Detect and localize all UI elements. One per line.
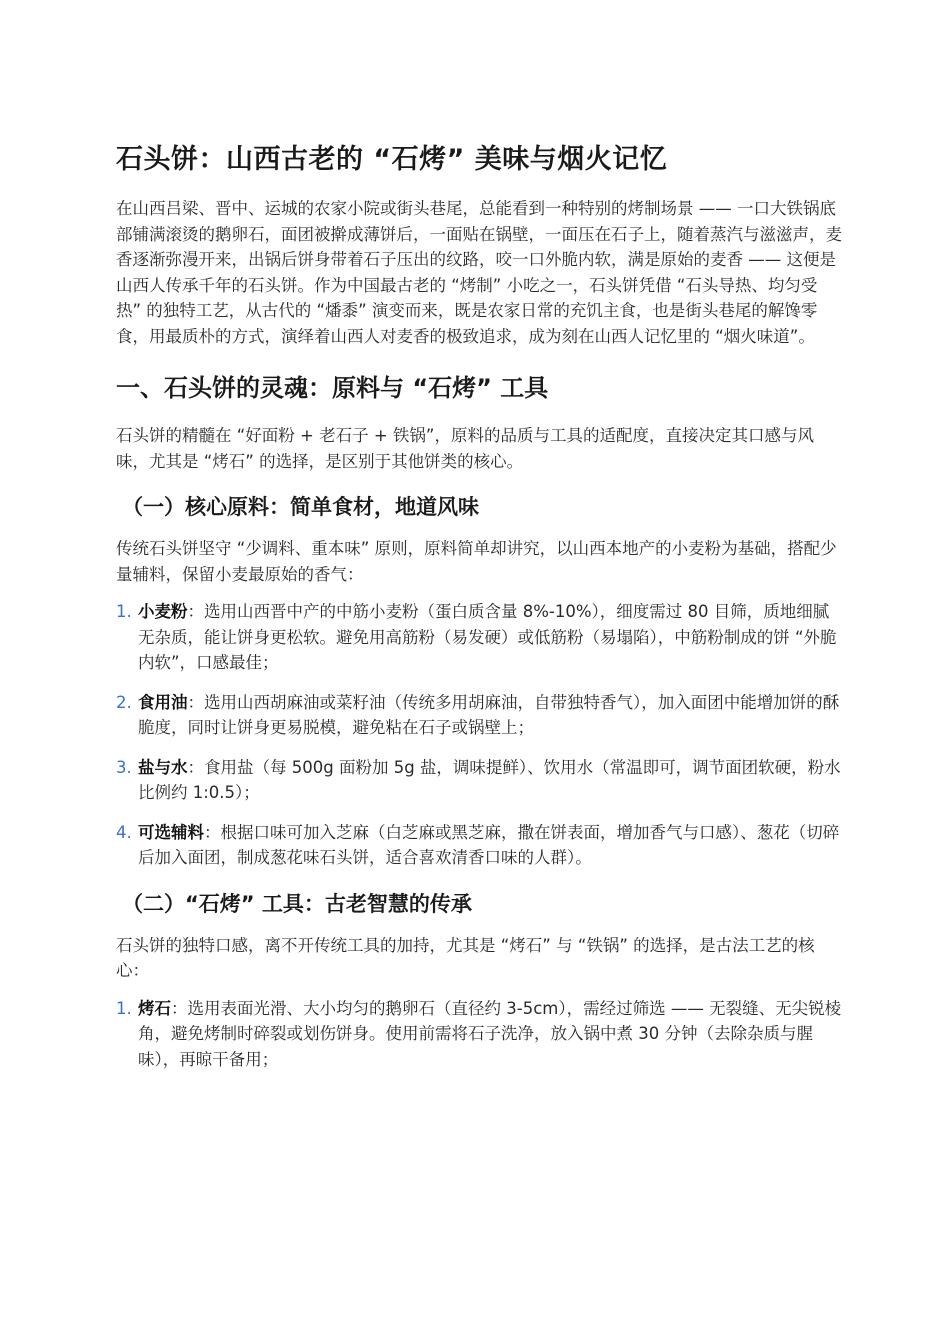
list-term: 小麦粉 — [138, 602, 188, 621]
list-term: 食用油 — [138, 692, 188, 712]
list-text: ：选用表面光滑、大小均匀的鹅卵石（直径约 3-5cm），需经过筛选 —— 无裂缝、无尖锐棱角，避免烤制时碎裂或划伤饼身。使用前需将石子洗净，放入锅中煮 30 分钟（去除杂质与腥味），再晾干备用； — [138, 998, 842, 1069]
subsection-ingredients-intro: 传统石头饼坚守 “少调料、重本味” 原则，原料简单却讲究，以山西本地产的小麦粉为基础，搭配少量辅料，保留小麦最原始的香气： — [116, 539, 837, 584]
list-term: 可选辅料 — [138, 822, 204, 842]
list-number: 2. — [116, 692, 132, 712]
page-title: 石头饼：山西古老的 “石烤” 美味与烟火记忆 — [116, 144, 668, 175]
list-item — [116, 599, 842, 676]
list-number: 1. — [116, 998, 132, 1018]
list-term: 烤石 — [138, 998, 171, 1018]
ingredients-list — [116, 599, 842, 871]
section-1-intro: 石头饼的精髓在 “好面粉 + 老石子 + 铁锅”，原料的品质与工具的适配度，直接决定其口感与风味，尤其是 “烤石” 的选择，是区别于其他饼类的核心。 — [116, 426, 814, 471]
list-text: ：根据口味可加入芝麻（白芝麻或黑芝麻，撒在饼表面，增加香气与口感）、葱花（切碎后加入面团，制成葱花味石头饼，适合喜欢清香口味的人群）。 — [138, 822, 840, 867]
section-heading-1: 一、石头饼的灵魂：原料与 “石烤” 工具 — [116, 374, 549, 402]
list-text: ：选用山西胡麻油或菜籽油（传统多用胡麻油，自带独特香气），加入面团中能增加饼的酥脆度，同时让饼身更易脱模，避免粘在石子或锅壁上； — [138, 692, 840, 737]
subsection-heading-ingredients: （一）核心原料：简单食材，地道风味 — [122, 495, 479, 519]
tools-list — [116, 996, 842, 1073]
document-page — [116, 142, 842, 1086]
list-item — [116, 690, 842, 741]
list-text: ：选用山西晋中产的中筋小麦粉（蛋白质含量 8%-10%），细度需过 80 目筛，质地细腻无杂质，能让饼身更松软。避免用高筋粉（易发硬）或低筋粉（易塌陷），中筋粉制成的饼 “外脆内软”，口感最佳； — [138, 602, 837, 672]
list-item — [116, 755, 842, 806]
subsection-tools-intro: 石头饼的独特口感，离不开传统工具的加持，尤其是 “烤石” 与 “铁锅” 的选择，是古法工艺的核心： — [116, 935, 815, 980]
list-item — [116, 820, 842, 871]
list-term: 盐与水 — [138, 757, 188, 777]
list-text: ：食用盐（每 500g 面粉加 5g 盐，调味提鲜）、饮用水（常温即可，调节面团软硬，粉水比例约 1:0.5）； — [138, 757, 841, 802]
intro-paragraph: 在山西吕梁、晋中、运城的农家小院或街头巷尾，总能看到一种特别的烤制场景 —— 一口大铁锅底部铺满滚烫的鹅卵石，面团被擀成薄饼后，一面贴在锅壁，一面压在石子上，随着蒸汽与滋滋声，麦香逐渐弥漫开来，出锅后饼身带着石子压出的纹路，咬一口外脆内软，满是原始的麦香 —— 这便是山西人传承千年的石头饼。作为中国最古老的 “烤制” 小吃之一，石头饼凭借 “石头导热、均匀受热” 的独特工艺，从古代的 “燔黍” 演变而来，既是农家日常的充饥主食，也是街头巷尾的解馋零食，用最质朴的方式，演绎着山西人对麦香的极致追求，成为刻在山西人记忆里的 “烟火味道”。 — [116, 199, 842, 346]
list-item — [116, 996, 842, 1073]
subsection-heading-tools: （二）“石烤” 工具：古老智慧的传承 — [122, 891, 472, 916]
list-number: 4. — [116, 822, 132, 842]
list-number: 1. — [116, 602, 132, 621]
list-number: 3. — [116, 757, 132, 777]
